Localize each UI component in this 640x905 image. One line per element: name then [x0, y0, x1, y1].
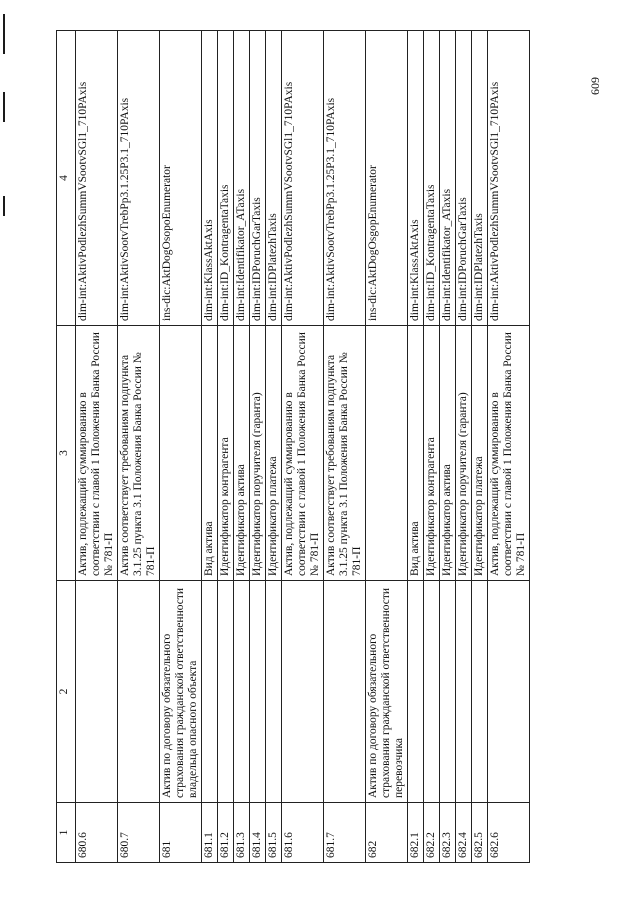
- table-row: [488, 31, 530, 863]
- cell-dim: dim-int:ID_KontragentaTaxis: [218, 31, 234, 326]
- header-row: [57, 31, 76, 863]
- document-table: [56, 30, 530, 863]
- cell-num: 681.2: [218, 803, 234, 863]
- cell-desc: Идентификатор актива: [234, 326, 250, 581]
- cell-num: 682.1: [408, 803, 424, 863]
- cell-dim: dim-int:Identifikator_ATaxis: [234, 31, 250, 326]
- table-row: [160, 31, 202, 863]
- cell-desc: Идентификатор платежа: [472, 326, 488, 581]
- cell-desc: [366, 326, 408, 581]
- cell-dim: dim-int:AktivSootvTrebPp3.1.25P3.1_710PAxis: [118, 31, 160, 326]
- table-row: [366, 31, 408, 863]
- cell-desc: Актив, подлежащий суммированию в соответствии с главой 1 Положения Банка России № 781-П: [76, 326, 118, 581]
- cell-name: [472, 581, 488, 803]
- cell-dim: dim-int:IDPlatezhTaxis: [472, 31, 488, 326]
- cell-name: [324, 581, 366, 803]
- table-row: [408, 31, 424, 863]
- cell-num: 681.7: [324, 803, 366, 863]
- table-body: [76, 31, 530, 863]
- cell-desc: Идентификатор контрагента: [424, 326, 440, 581]
- cell-dim: ins-dic:AktDogOsgopEnumerator: [366, 31, 408, 326]
- cell-num: 681.6: [282, 803, 324, 863]
- cell-name: [250, 581, 266, 803]
- cell-desc: Актив, подлежащий суммированию в соответствии с главой 1 Положения Банка России № 781-П: [282, 326, 324, 581]
- table-row: [472, 31, 488, 863]
- cell-desc: Актив, подлежащий суммированию в соответствии с главой 1 Положения Банка России № 781-П: [488, 326, 530, 581]
- cell-dim: dim-int:AktivPodlezhSummVSootvSGl1_710PAxis: [488, 31, 530, 326]
- cell-desc: Идентификатор актива: [440, 326, 456, 581]
- cell-dim: dim-int:IDPlatezhTaxis: [266, 31, 282, 326]
- cell-num: 681.1: [202, 803, 218, 863]
- cell-num: 682.5: [472, 803, 488, 863]
- cell-num: 680.7: [118, 803, 160, 863]
- cell-name: [488, 581, 530, 803]
- table-row: [440, 31, 456, 863]
- cell-num: 681.4: [250, 803, 266, 863]
- cell-name: [218, 581, 234, 803]
- cell-name: [408, 581, 424, 803]
- cell-dim: dim-int:KlassAktAxis: [408, 31, 424, 326]
- cell-dim: dim-int:IDPoruchGarTaxis: [250, 31, 266, 326]
- cell-desc: Вид актива: [408, 326, 424, 581]
- cell-desc: Идентификатор платежа: [266, 326, 282, 581]
- table-row: [76, 31, 118, 863]
- cell-num: 682.6: [488, 803, 530, 863]
- cell-name: [202, 581, 218, 803]
- cell-num: 681: [160, 803, 202, 863]
- table-row: [266, 31, 282, 863]
- cell-desc: Идентификатор контрагента: [218, 326, 234, 581]
- cell-name: [76, 581, 118, 803]
- cell-name: Актив по договору обязательного страхования гражданской ответственности владельца опасного объекта: [160, 581, 202, 803]
- table-row: [234, 31, 250, 863]
- header-col-3: 3: [57, 326, 76, 581]
- cell-num: 682: [366, 803, 408, 863]
- header-col-2: 2: [57, 581, 76, 803]
- table-row: [282, 31, 324, 863]
- cell-dim: ins-dic:AktDogOsopoEnumerator: [160, 31, 202, 326]
- cell-dim: dim-int:ID_KontragentaTaxis: [424, 31, 440, 326]
- cell-name: [456, 581, 472, 803]
- table-row: [456, 31, 472, 863]
- cell-desc: Идентификатор поручителя (гаранта): [250, 326, 266, 581]
- cell-dim: dim-int:KlassAktAxis: [202, 31, 218, 326]
- table-row: [118, 31, 160, 863]
- header-col-1: 1: [57, 803, 76, 863]
- cell-dim: dim-int:IDPoruchGarTaxis: [456, 31, 472, 326]
- table-row: [202, 31, 218, 863]
- table-row: [424, 31, 440, 863]
- cell-name: [234, 581, 250, 803]
- cell-name: [424, 581, 440, 803]
- cell-name: [282, 581, 324, 803]
- cell-dim: dim-int:AktivPodlezhSummVSootvSGl1_710PAxis: [282, 31, 324, 326]
- cell-desc: Идентификатор поручителя (гаранта): [456, 326, 472, 581]
- cell-dim: dim-int:AktivSootvTrebPp3.1.25P3.1_710PAxis: [324, 31, 366, 326]
- table-row: [324, 31, 366, 863]
- cell-num: 682.3: [440, 803, 456, 863]
- page-number: 609: [588, 77, 602, 95]
- cell-desc: [160, 326, 202, 581]
- cell-num: 681.3: [234, 803, 250, 863]
- cell-num: 682.4: [456, 803, 472, 863]
- cell-name: [440, 581, 456, 803]
- cell-name: Актив по договору обязательного страхования гражданской ответственности перевозчика: [366, 581, 408, 803]
- cell-desc: Вид актива: [202, 326, 218, 581]
- cell-name: [266, 581, 282, 803]
- cell-desc: Актив соответствует требованиям подпункта 3.1.25 пункта 3.1 Положения Банка России № 781-П: [324, 326, 366, 581]
- cell-num: 681.5: [266, 803, 282, 863]
- cell-name: [118, 581, 160, 803]
- cell-num: 682.2: [424, 803, 440, 863]
- header-col-4: 4: [57, 31, 76, 326]
- cell-dim: dim-int:AktivPodlezhSummVSootvSGl1_710PAxis: [76, 31, 118, 326]
- table-row: [250, 31, 266, 863]
- table-row: [218, 31, 234, 863]
- cell-num: 680.6: [76, 803, 118, 863]
- cell-dim: dim-int:Identifikator_ATaxis: [440, 31, 456, 326]
- cell-desc: Актив соответствует требованиям подпункта 3.1.25 пункта 3.1 Положения Банка России № 781-П: [118, 326, 160, 581]
